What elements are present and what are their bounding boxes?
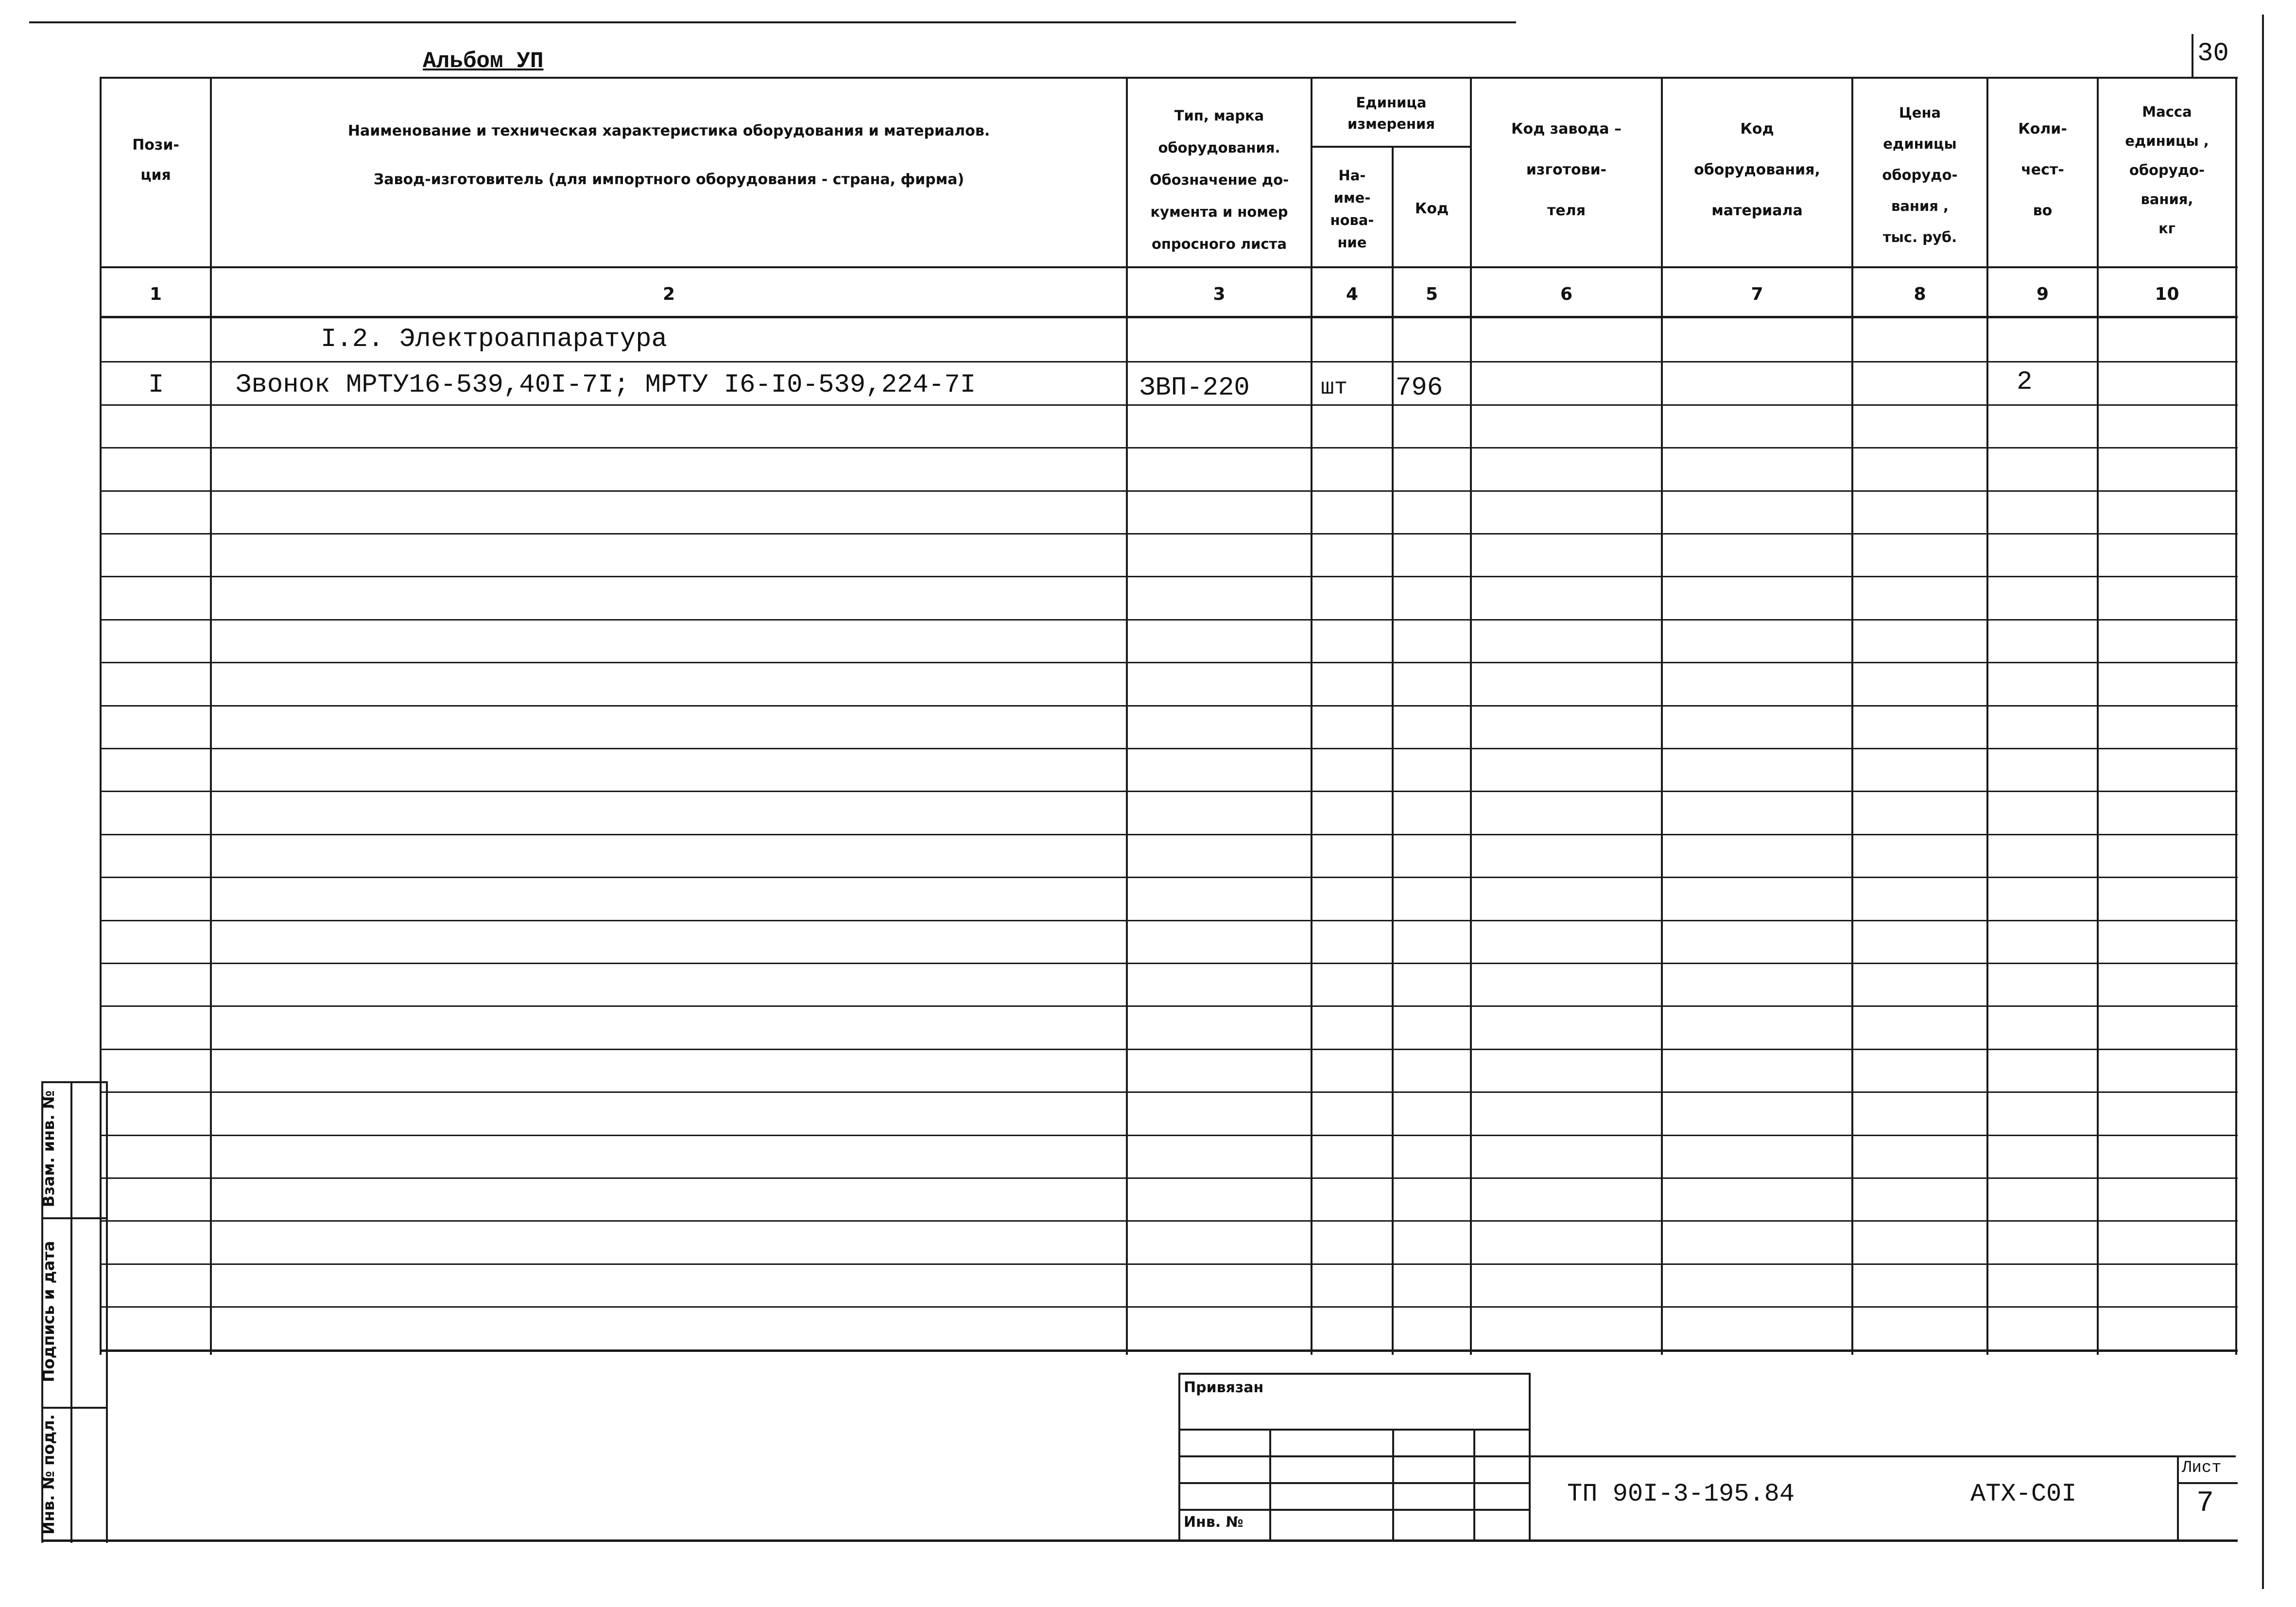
table-row-line [100, 705, 2238, 707]
header-equipment-code: Код оборудования, материала [1694, 121, 1820, 219]
table-row-line [100, 1135, 2238, 1136]
stamp-col1 [1269, 1429, 1271, 1540]
stamp-top [1178, 1373, 1531, 1375]
table-row-line [100, 963, 2238, 964]
title-block-bottom [41, 1539, 2238, 1542]
page-number: 30 [2197, 39, 2229, 69]
table-row-quantity: 2 [2017, 367, 2033, 397]
col-line-1 [210, 77, 212, 1355]
table-row-line [100, 1349, 2238, 1352]
col-line-10 [2235, 77, 2237, 1355]
side-label-replacement: Взам. инв. № [39, 1090, 58, 1208]
stamp-privyazan: Привязан [1184, 1379, 1264, 1396]
table-row-line [100, 1091, 2238, 1093]
col-line-3 [1311, 77, 1312, 1355]
side-label-signature: Подпись и дата [39, 1241, 58, 1382]
colnum-9: 9 [2036, 284, 2049, 304]
album-label: Альбом УП [423, 49, 544, 74]
col-line-2 [1126, 77, 1128, 1355]
table-row-line [100, 1005, 2238, 1007]
table-row-line [100, 1049, 2238, 1050]
col-line-0 [100, 77, 102, 1355]
list-label: Лист [2182, 1459, 2222, 1477]
header-unit-price: Цена единицы оборудо- вания , тыс. руб. [1882, 104, 1958, 245]
col-line-5 [1470, 77, 1472, 1355]
side-stamp-inner-line [70, 1081, 72, 1543]
stamp-inv-no: Инв. № [1184, 1514, 1243, 1531]
list-box-left [2177, 1455, 2179, 1540]
table-row-section-title: I.2. Электроаппаратура [321, 325, 667, 354]
col-line-8 [1986, 77, 1988, 1355]
colnum-2: 2 [662, 284, 675, 304]
table-row-line [100, 619, 2238, 621]
table-row-line [100, 1220, 2238, 1222]
table-row-unit: шт [1321, 375, 1348, 400]
table-row-line [100, 404, 2238, 406]
table-row-line [100, 834, 2238, 835]
header-unit-mass: Масса единицы , оборудо- вания, кг [2125, 104, 2209, 237]
header-bottom-border [100, 266, 2238, 268]
table-row-unit-code: 796 [1396, 373, 1443, 403]
colnum-1: 1 [149, 284, 162, 304]
table-row-line [100, 791, 2238, 792]
header-unit-name: На- име- нова- ние [1330, 167, 1374, 251]
colnum-4: 4 [1346, 284, 1359, 304]
table-row-line [100, 748, 2238, 749]
header-quantity: Коли- чест- во [2018, 121, 2067, 219]
table-row-line [100, 1306, 2238, 1308]
header-name: Наименование и техническая характеристика оборудования и материалов. Завод-изготовитель (для импортного оборудования - страна, фирма) [347, 122, 990, 188]
colnum-7: 7 [1751, 284, 1763, 304]
list-number: 7 [2196, 1487, 2214, 1520]
table-row-line [100, 1263, 2238, 1265]
table-row-line [100, 877, 2238, 878]
table-row-position: I [148, 370, 164, 400]
unit-subheader-line [1311, 146, 1471, 148]
colnum-5: 5 [1425, 284, 1438, 304]
colnum-3: 3 [1213, 284, 1226, 304]
sheet-code: АТХ-С0I [1970, 1480, 2077, 1508]
table-row-line [100, 920, 2238, 921]
colnum-8: 8 [1914, 284, 1926, 304]
table-row-line [100, 490, 2238, 492]
col-line-7 [1851, 77, 1853, 1355]
col-line-6 [1661, 77, 1663, 1355]
table-row-line [100, 662, 2238, 663]
header-manufacturer-code: Код завода – изготови- теля [1511, 121, 1622, 219]
side-label-inventory: Инв. № подл. [39, 1414, 58, 1535]
stamp-row3 [1178, 1482, 1531, 1484]
stamp-row1 [1178, 1429, 1531, 1431]
table-top-border [100, 77, 2238, 79]
header-position: Пози- ция [132, 137, 179, 184]
header-unit-group: Единица измерения [1347, 94, 1435, 132]
col-line-4 [1392, 146, 1394, 1355]
header-unit-code: Код [1415, 200, 1449, 217]
side-stamp-sep2 [41, 1407, 106, 1409]
colnum-6: 6 [1560, 284, 1573, 304]
table-row-name: Звонок МРТУ16-539,40I-7I; МРТУ I6-I0-539,224-7I [236, 370, 976, 400]
stamp-col2 [1392, 1429, 1394, 1540]
table-row-line [100, 361, 2238, 363]
stamp-row4 [1178, 1509, 1531, 1511]
title-block-left [106, 1353, 108, 1543]
list-box-sep [2177, 1482, 2238, 1484]
col-line-9 [2097, 77, 2099, 1355]
doc-block-top [1529, 1455, 2236, 1457]
colnum-10: 10 [2155, 284, 2179, 304]
colnum-bottom-border [100, 316, 2238, 318]
stamp-row2 [1178, 1455, 1531, 1457]
table-row-line [100, 447, 2238, 449]
stamp-col3 [1473, 1429, 1475, 1540]
table-row-line [100, 533, 2238, 535]
table-row-type: ЗВП-220 [1139, 373, 1250, 403]
side-stamp-top [41, 1081, 106, 1083]
table-row-line [100, 576, 2238, 577]
table-row-line [100, 1177, 2238, 1179]
side-stamp-sep1 [41, 1217, 106, 1219]
document-code: ТП 90I-3-195.84 [1567, 1480, 1795, 1508]
header-type: Тип, марка оборудования. Обозначение до- кумента и номер опросного листа [1149, 107, 1289, 252]
